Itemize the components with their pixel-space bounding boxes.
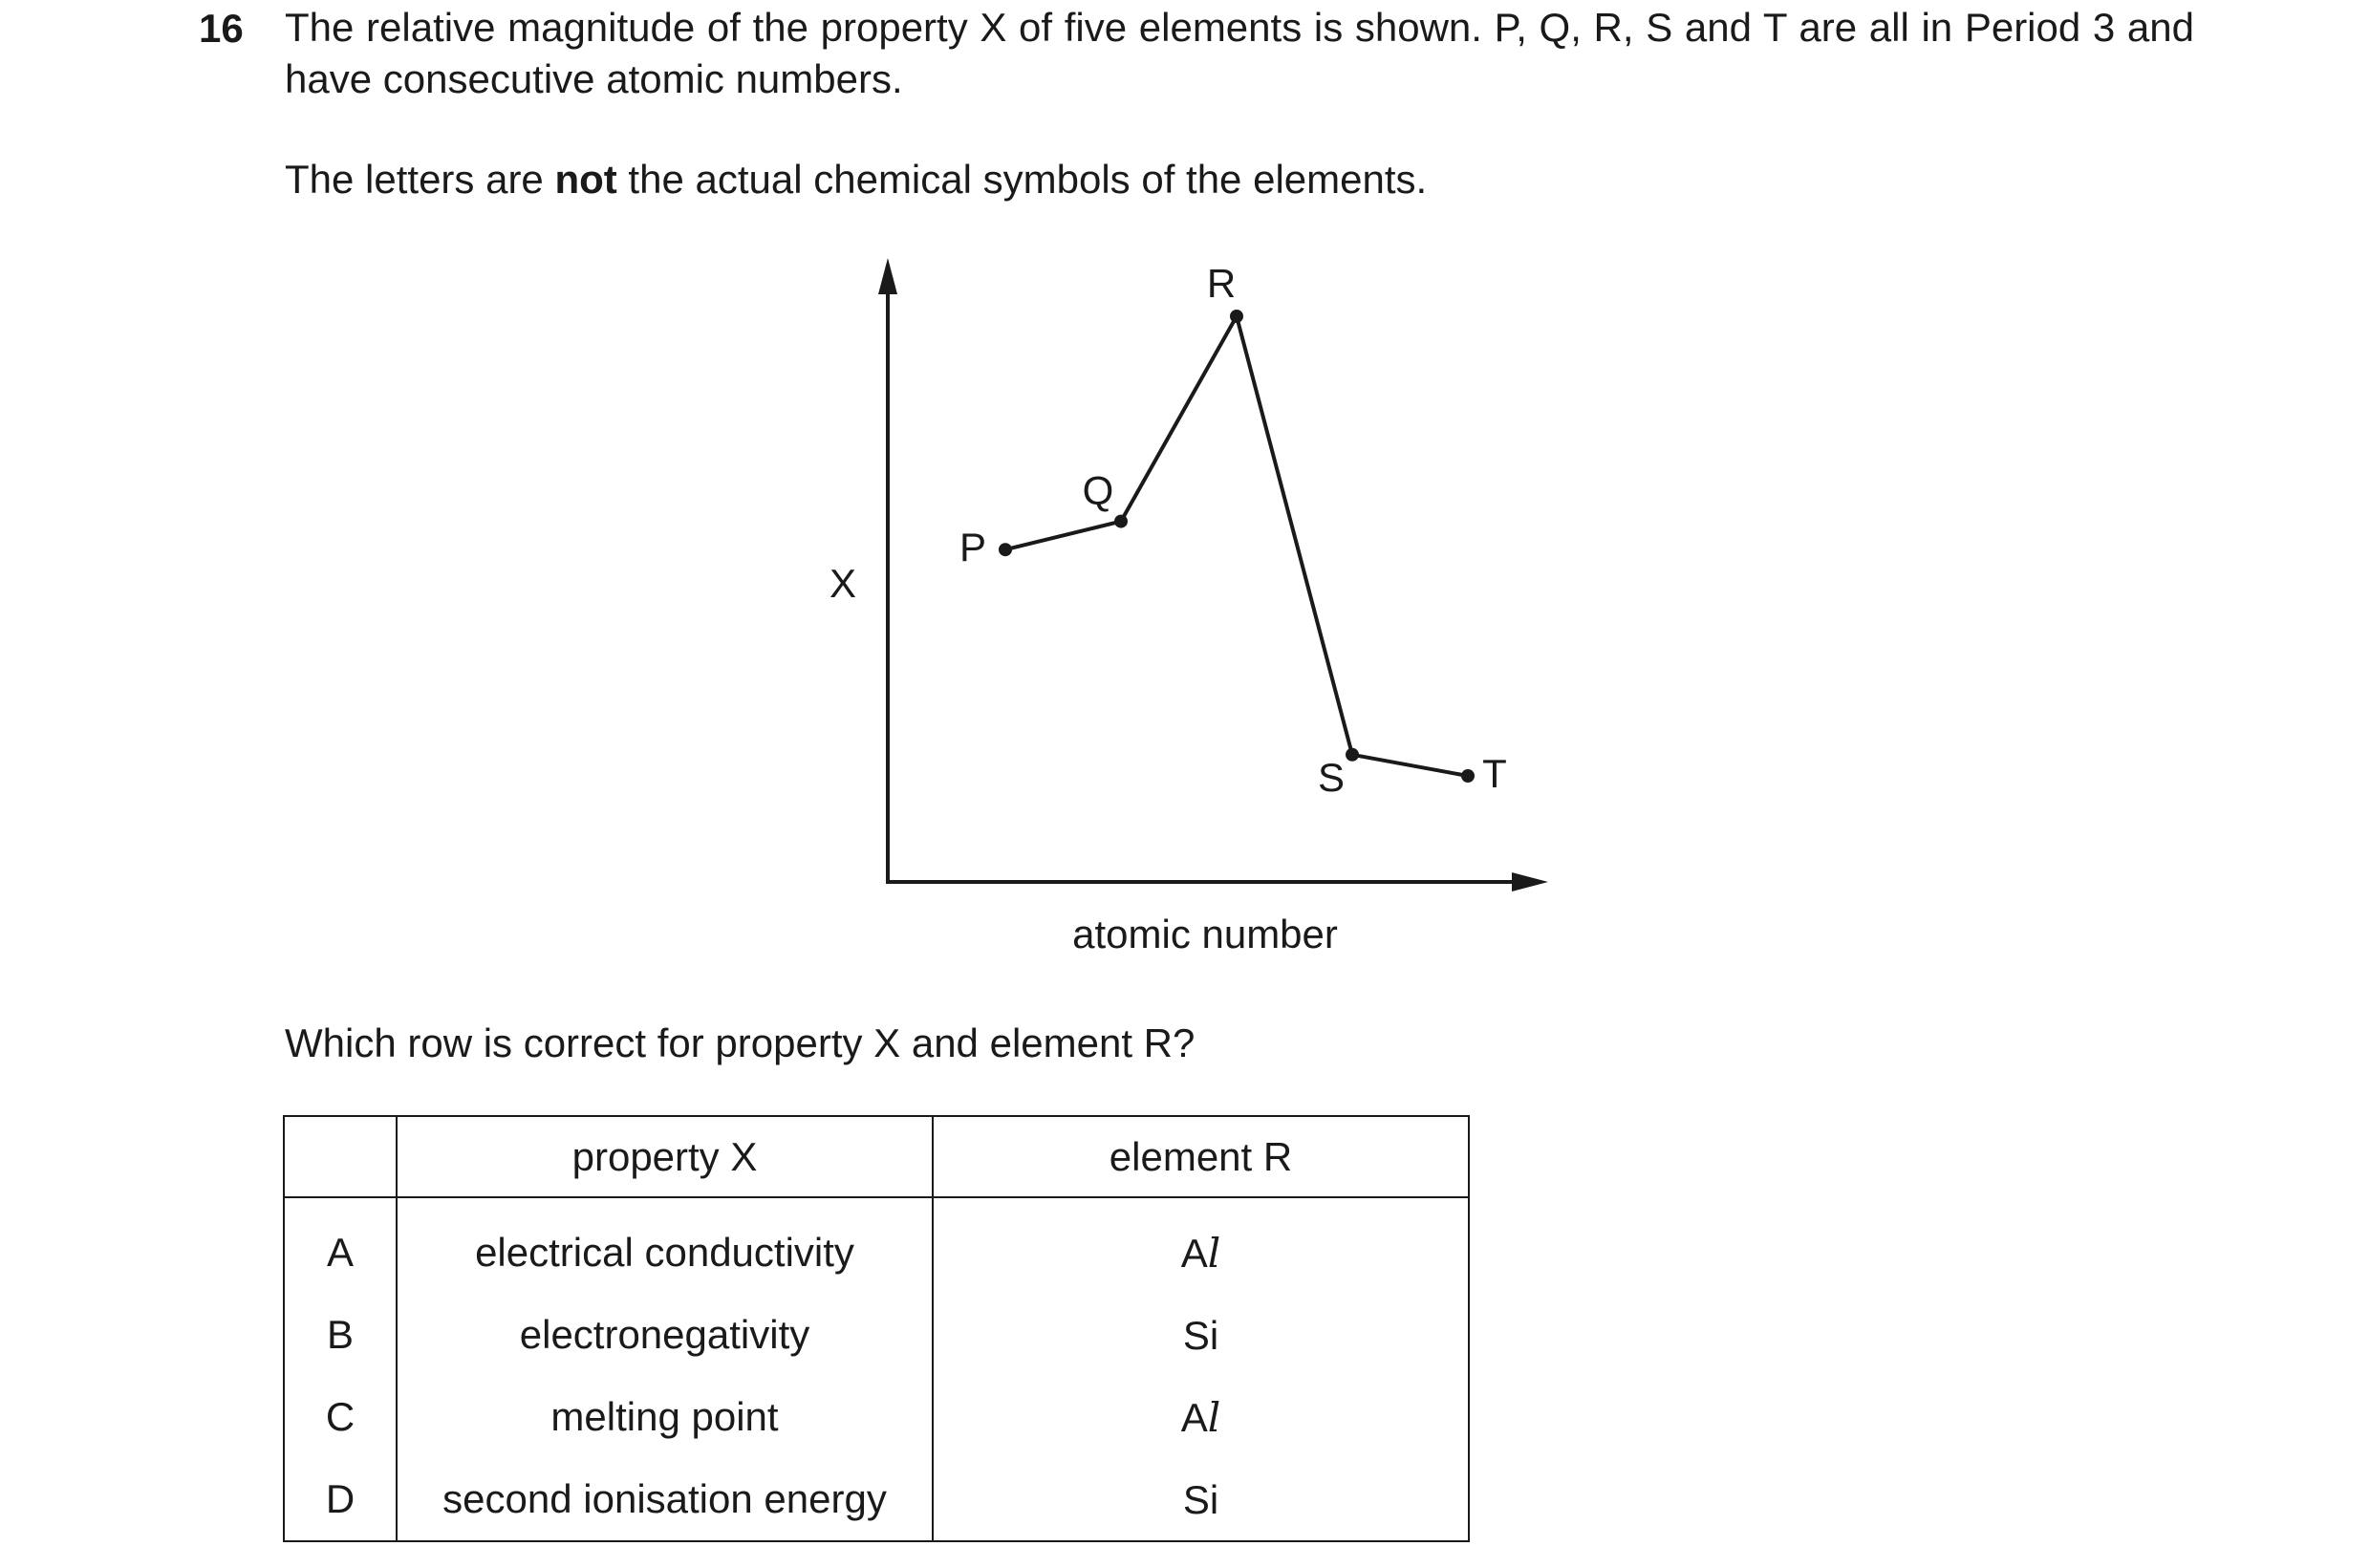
table-row-d[interactable] xyxy=(284,1458,1469,1541)
y-axis-arrow xyxy=(878,258,897,294)
row-key: D xyxy=(284,1458,397,1541)
table-row-b[interactable] xyxy=(284,1294,1469,1376)
row-element xyxy=(933,1294,1469,1376)
row-key: C xyxy=(284,1376,397,1458)
element-symbol: Si xyxy=(1182,1312,1219,1358)
table-header-row xyxy=(284,1116,1469,1197)
question-number: 16 xyxy=(199,6,244,51)
row-property: melting point xyxy=(397,1376,933,1458)
y-axis-label: X xyxy=(829,561,857,606)
element-symbol-suffix: l xyxy=(1207,1229,1221,1277)
table-row-a[interactable] xyxy=(284,1197,1469,1294)
element-symbol: A xyxy=(1180,1230,1208,1276)
data-point-t xyxy=(1461,769,1475,783)
data-series xyxy=(959,261,1507,800)
answer-table xyxy=(283,1115,1470,1542)
header-element: element R xyxy=(933,1116,1469,1197)
row-element xyxy=(933,1458,1469,1541)
header-key xyxy=(284,1116,397,1197)
row-key: A xyxy=(284,1197,397,1294)
row-property: electronegativity xyxy=(397,1294,933,1376)
point-label-s: S xyxy=(1317,754,1346,800)
table-row-c[interactable] xyxy=(284,1376,1469,1458)
point-label-t: T xyxy=(1482,751,1507,796)
row-element xyxy=(933,1197,1469,1294)
row-key: B xyxy=(284,1294,397,1376)
x-axis-label: atomic number xyxy=(1072,912,1338,956)
point-label-q: Q xyxy=(1082,467,1114,513)
element-symbol: Si xyxy=(1182,1476,1219,1522)
series-line xyxy=(1005,316,1468,776)
question-prompt: Which row is correct for property X and element R? xyxy=(285,1020,1196,1065)
data-point-r xyxy=(1230,310,1243,323)
note-text-end: the actual chemical symbols of the elements. xyxy=(616,157,1428,202)
row-property: second ionisation energy xyxy=(397,1458,933,1541)
data-point-q xyxy=(1114,515,1128,528)
note-emphasis: not xyxy=(554,157,617,202)
header-property: property X xyxy=(397,1116,933,1197)
row-property: electrical conductivity xyxy=(397,1197,933,1294)
element-symbol: A xyxy=(1180,1394,1208,1440)
x-axis-arrow xyxy=(1512,872,1548,891)
note-text-start: The letters are xyxy=(285,157,555,202)
data-point-s xyxy=(1346,748,1359,762)
point-label-r: R xyxy=(1206,261,1237,306)
point-label-p: P xyxy=(959,525,987,570)
question-text: The relative magnitude of the property X of five elements is shown. P, Q, R, S and T are all in Period 3 and have consecutive atomic numbers. xyxy=(285,5,2194,101)
element-symbol-suffix: l xyxy=(1207,1393,1221,1441)
row-element xyxy=(933,1376,1469,1458)
data-point-p xyxy=(999,543,1012,556)
